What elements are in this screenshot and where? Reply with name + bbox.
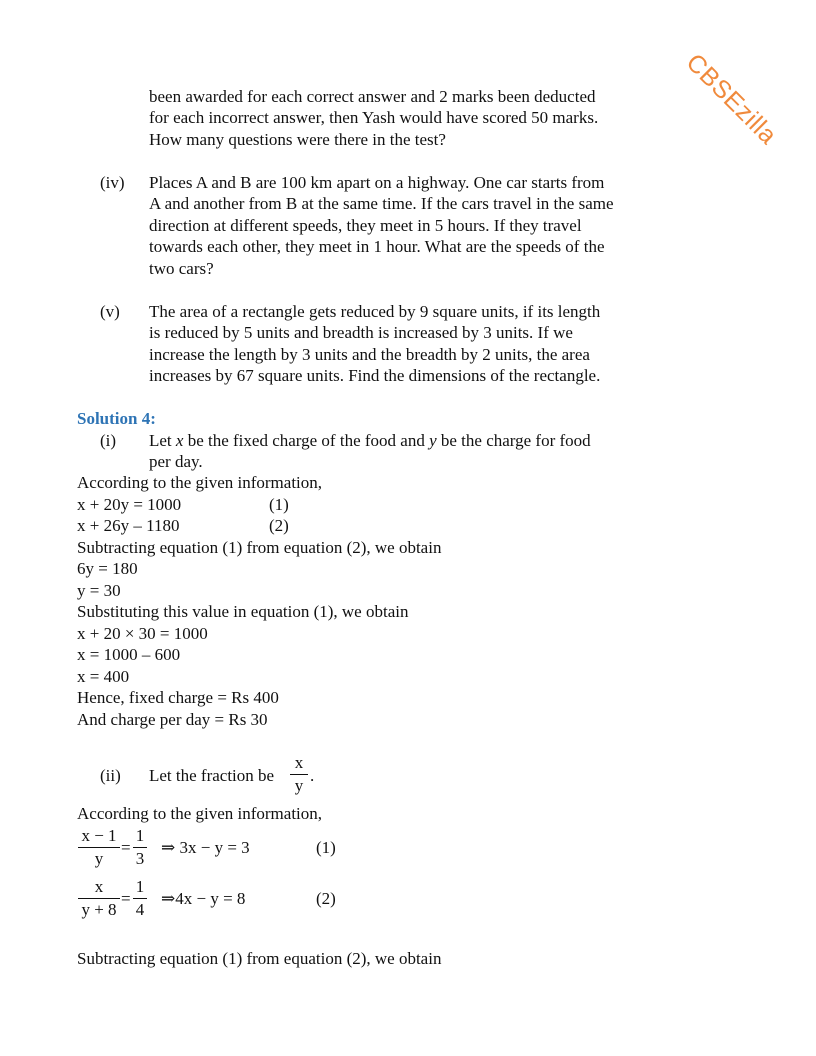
- text-line: Subtracting equation (1) from equation (2), we obtain: [77, 538, 442, 557]
- text-line: Subtracting equation (1) from equation (2), we obtain: [77, 949, 442, 968]
- text-line: Let x be the fixed charge of the food and y be the charge for food: [149, 431, 591, 450]
- text-line: increase the length by 3 units and the breadth by 2 units, the area: [149, 345, 590, 364]
- question-label: (iv): [100, 173, 125, 192]
- part-label: (ii): [100, 766, 121, 785]
- equation-line: x + 20y = 1000: [77, 495, 182, 514]
- text-line: Hence, fixed charge = Rs 400: [77, 688, 279, 707]
- text-line: A and another from B at the same time. If the cars travel in the same: [149, 194, 614, 213]
- watermark-logo: CBSEzilla: [680, 48, 783, 150]
- text-line: increases by 67 square units. Find the dimensions of the rectangle.: [149, 366, 601, 385]
- question-label: (v): [100, 302, 120, 321]
- fraction-x-over-y: x y: [290, 752, 308, 797]
- text-line: direction at different speeds, they meet in 5 hours. If they travel: [149, 216, 582, 235]
- variable-y: y: [429, 431, 437, 450]
- fraction-rhs: 1 3: [133, 825, 147, 870]
- fraction-lhs: x y + 8: [78, 876, 120, 921]
- equation-tag: (1): [316, 838, 336, 857]
- equals-sign: =: [121, 838, 131, 857]
- implied-equation: ⇒ 3x − y = 3: [161, 838, 250, 857]
- solution-heading: Solution 4:: [77, 409, 156, 428]
- part-label: (i): [100, 431, 117, 450]
- equation-line: x = 400: [77, 667, 130, 686]
- text-line: towards each other, they meet in 1 hour. What are the speeds of the: [149, 237, 605, 256]
- text-line: for each incorrect answer, then Yash would have scored 50 marks.: [149, 108, 599, 127]
- implied-equation: ⇒4x − y = 8: [161, 889, 246, 908]
- variable-x: x: [175, 431, 184, 450]
- text-line: How many questions were there in the test?: [149, 130, 446, 149]
- text-line: is reduced by 5 units and breadth is increased by 3 units. If we: [149, 323, 573, 342]
- equation-line: y = 30: [77, 581, 121, 600]
- fraction-rhs: 1 4: [133, 876, 147, 921]
- equation-line: x = 1000 – 600: [77, 645, 181, 664]
- equation-line: x + 26y – 1180: [77, 516, 180, 535]
- equals-sign: =: [121, 889, 131, 908]
- text-line: And charge per day = Rs 30: [77, 710, 268, 729]
- equation-tag: (2): [269, 516, 289, 535]
- text-line: per day.: [149, 452, 203, 471]
- equation-line: 6y = 180: [77, 559, 138, 578]
- period: .: [310, 766, 315, 785]
- text-line: Substituting this value in equation (1), we obtain: [77, 602, 409, 621]
- equation-tag: (1): [269, 495, 289, 514]
- equation-tag: (2): [316, 889, 336, 908]
- text-line: two cars?: [149, 259, 214, 278]
- text-line: Places A and B are 100 km apart on a highway. One car starts from: [149, 173, 605, 192]
- text-line: The area of a rectangle gets reduced by 9 square units, if its length: [149, 302, 601, 321]
- text-line: Let the fraction be: [149, 766, 275, 785]
- text-line: According to the given information,: [77, 804, 323, 823]
- text-line: been awarded for each correct answer and 2 marks been deducted: [149, 87, 596, 106]
- fraction-lhs: x − 1 y: [78, 825, 120, 870]
- text-line: According to the given information,: [77, 473, 323, 492]
- equation-line: x + 20 × 30 = 1000: [77, 624, 208, 643]
